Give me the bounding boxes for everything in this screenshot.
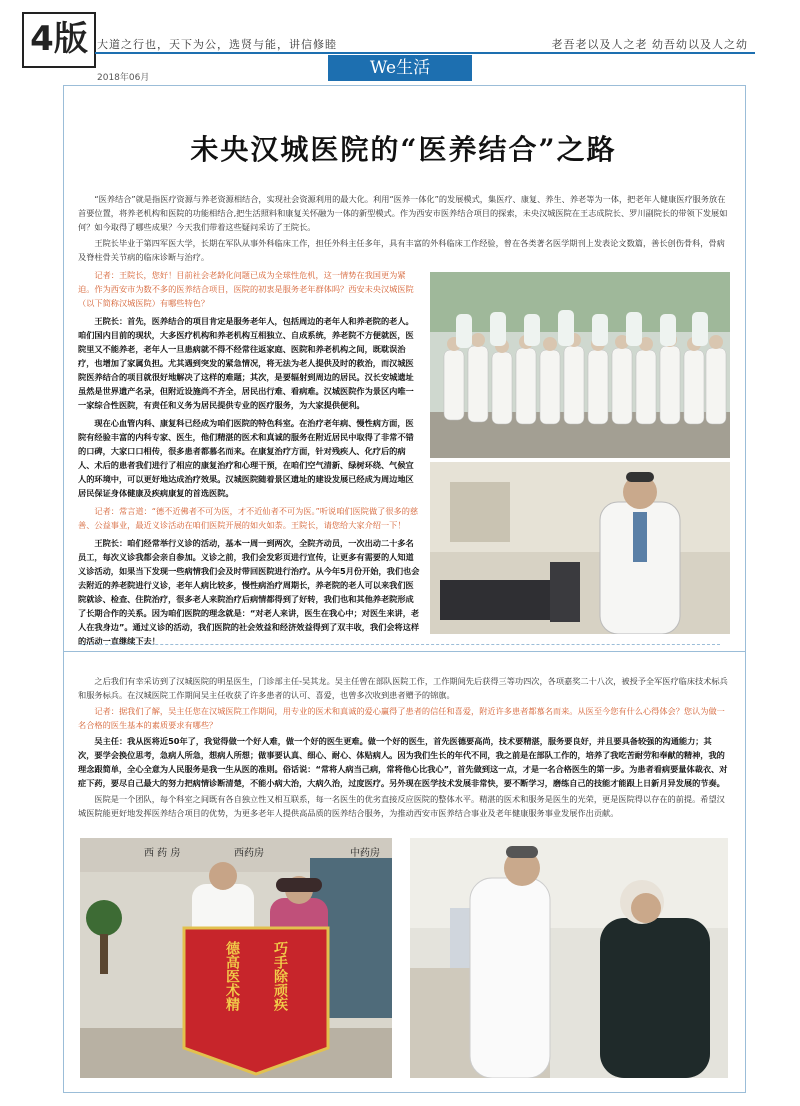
bio-paragraph: 王院长毕业于第四军医大学，长期在军队从事外科临床工作，担任外科主任多年，具有丰富的外科临床工作经验，曾在各类著名医学期刊上发表论文数篇，善长创伤骨科，骨病及脊柱骨关节病的临床诊断与治疗。 xyxy=(78,238,725,262)
page-number-label: 4版 xyxy=(22,12,96,68)
header-rule xyxy=(95,52,755,54)
answer-1b: 现在心血管内科、康复科已经成为咱们医院的特色科室。在治疗老年病、慢性病方面，医院有经验丰富的内科专家、医生，他们精湛的医术和真诚的服务在附近居民中取得了非常不错的口碑，大家口口相传，很多患者都慕名而来。在康复治疗方面，针对残疾人、化疗后的病人、术后的患者我们进行了相应的康复治疗和心理干预，在咱们空气清新、绿树环绕、气候宜人的环境中，可以更好地达成治疗效果。汉城医院随着景区遗址的建设发展已经成为周边地区居民保证身体健康及疾病康复的首选医院。 xyxy=(78,418,414,498)
section-tab: We生活 xyxy=(328,55,472,81)
answer-1: 王院长：首先，医养结合的项目肯定是服务老年人，包括周边的老年人和养老院的老人。咱们国内目前的现状，大多医疗机构和养老机构互相独立、自成系统，养老院不方便就医，医院里又不能养老，老年人一旦患病就不得不经常往返家庭、医院和养老机构之间，既耽误治疗，也增加了家属负担。尤其遇到突发的紧急情况，将无法为老人提供及时的救治，而汉城医院医养结合的项目就很好地解决了这样的难题；其次，是要辐射到周边的居民。汉长安城遗址虽然是世界遗产名录，但附近设施尚不齐全，居民出行难、看病难。汉城医院作为景区内唯一一家综合性医院，有责任和义务为居民提供专业的医疗服务，为大家提供便利。 xyxy=(78,316,414,410)
slogan-right: 老吾老以及人之老 幼吾幼以及人之幼 xyxy=(551,38,748,51)
section-divider xyxy=(80,644,720,645)
question-1: 记者：王院长，您好！目前社会老龄化问题已成为全球性危机，这一情势在我国更为紧迫。作为西安市为数不多的医养结合项目，医院的初衷是服务老年群体吗？西安未央汉城医院（以下简称汉城医院）有哪些特色？ xyxy=(78,270,414,308)
paragraph-4: 医院是一个团队，每个科室之间既有各自独立性又相互联系，每一名医生的优劣直接反应医院的整体水平。精湛的医术和服务是医生的光荣，更是医院得以存在的前提。希望汉城医院能更好地发挥医养结合项目的优势，为更多老年人提供高品质的医养结合服务，为推动西安市医养结合事业及老年健康服务事业发展作出贡献。 xyxy=(78,794,725,818)
slogan-left: 大道之行也，天下为公，选贤与能，讲信修睦 xyxy=(97,38,337,51)
article-title: 未央汉城医院的“医养结合”之路 xyxy=(190,133,617,166)
group-photo xyxy=(430,272,730,458)
banner-photo xyxy=(80,838,392,1078)
pharmacy-sign-1: 西 药 房 xyxy=(144,848,181,859)
issue-date: 2018年06月 xyxy=(97,73,150,83)
answer-2: 王院长：咱们经常举行义诊的活动，基本一周一到两次，全院齐动员，一次出动二十多名员工，每次义诊我都会亲自参加。义诊之前，我们会发彩页进行宣传，让更多有需要的人知道义诊活动，如果当下发现一些病情我们会及时带回医院进行治疗。从今年5月份开始，我们也会去附近的养老院进行义诊，老年人病比较多，慢性病治疗周期长，养老院的老人可以来我们医院就诊、检查、住院治疗，很多老人来院治疗后病情都得到了好转，我们也和其他养老院形成了长期合作的关系。因为咱们医院的理念就是：“对老人来讲，医生在我心中；对医生来讲，老人在我身边”。通过义诊的活动，我们医院的社会效益和经济效益得到了双丰收，我们会将这样的活动一直继续下去！ xyxy=(78,538,420,646)
pharmacy-sign-3: 中药房 xyxy=(350,848,380,859)
pharmacy-sign-2: 西药房 xyxy=(234,848,264,859)
intro-block xyxy=(78,192,728,264)
answer-3: 吴主任：我从医将近50年了，我觉得做一个好人难，做一个好的医生更难。做一个好的医生，首先医德要高尚，技术要精湛，服务要良好，并且要具备较强的沟通能力；其次，要学会换位思考，急病人所急，想病人所想；做事要认真、细心、耐心、体贴病人。因为我们生长的年代不同，我之前是在部队工作的，培养了我吃苦耐劳和奉献的精神，我的理念跟简单，全心全意为人民服务是我一生从医的准则。俗话说：“常将人病当己病，常将他心比我心”，首先做到这一点，才是一名合格医生的第一步。为患者看病要量体裁衣、对症下药，要尽自己最大的努力把病情诊断清楚，不能小病大治，大病久治，过度医疗。另外现在医学技术发展非常快，要不断学习，磨练自己的技能才能跟上日新月异发展的节奏。 xyxy=(78,736,728,788)
banner-text-2: 巧手除顽疾 xyxy=(272,941,288,1011)
question-2: 记者：常言道：“德不近佛者不可为医，才不近仙者不可为医。”听说咱们医院做了很多的慈善、公益事业，最近义诊活动在咱们医院开展的如火如荼。王院长，请您给大家介绍一下！ xyxy=(78,506,419,530)
left-column xyxy=(78,268,420,648)
doctor-portrait-photo xyxy=(430,462,730,634)
banner-text-1: 德高医术精 xyxy=(224,941,240,1011)
consultation-photo xyxy=(410,838,728,1078)
paragraph-3: 之后我们有幸采访到了汉城医院的明星医生，门诊部主任-吴其龙。吴主任曾在部队医院工作，工作期间先后获得三等功四次，各项嘉奖二十八次，被授予全军医疗临床技术标兵和服务标兵。在汉城医院工作期间吴主任收获了许多患者的认可、喜爱，也曾多次收到患者赠予的锦旗。 xyxy=(78,676,728,700)
lower-text xyxy=(78,674,728,820)
question-3: 记者：据我们了解，吴主任您在汉城医院工作期间，用专业的医术和真诚的爱心赢得了患者的信任和喜爱，附近许多患者都慕名而来。从医至今您有什么心得体会？您认为做一名合格的医生基本的素质要求有哪些？ xyxy=(78,706,725,730)
intro-paragraph: “医养结合”就是指医疗资源与养老资源相结合，实现社会资源利用的最大化。利用“医养一体化”的发展模式，集医疗、康复、养生、养老等为一体，把老年人健康医疗服务放在首要位置，将养老机构和医院的功能相结合,把生活照料和康复关怀融为一体的新型模式。作为西安市医养结合项目的探索，未央汉城医院在王志成院长、罗川副院长的带领下发展如何？如今取得了哪些成果？今天我们带着这些疑问采访了王院长。 xyxy=(78,194,728,232)
